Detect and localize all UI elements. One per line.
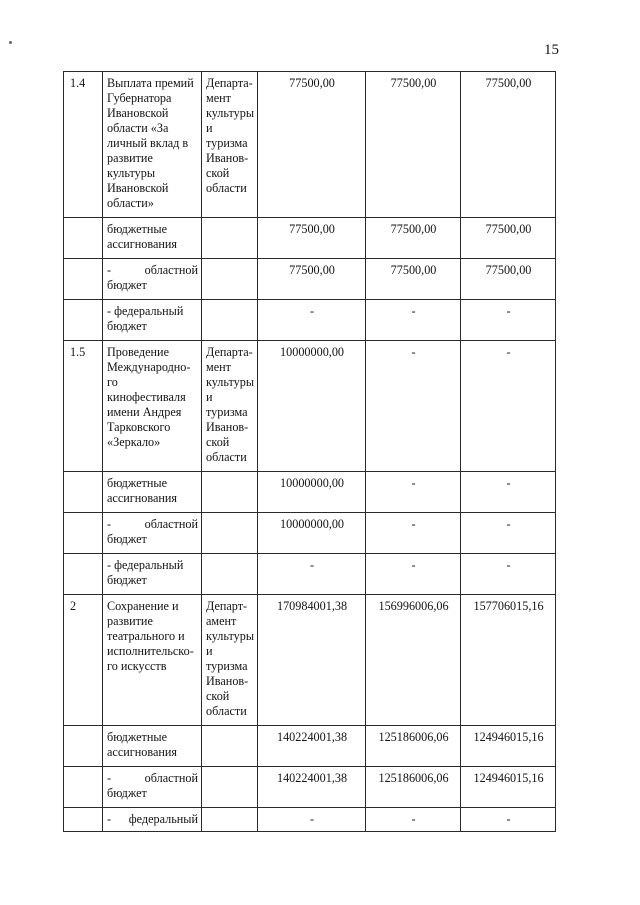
funding-label [103, 513, 202, 554]
label-word: областной [144, 263, 198, 277]
empty-cell [202, 767, 258, 808]
scan-speck [9, 41, 12, 44]
empty-cell [202, 726, 258, 767]
empty-cell [64, 554, 103, 595]
table-row [64, 218, 556, 259]
empty-cell [64, 767, 103, 808]
value-year-3: - [461, 300, 556, 341]
table-row [64, 259, 556, 300]
value-year-2: 125186006,06 [366, 726, 461, 767]
value-year-3: 124946015,16 [461, 726, 556, 767]
empty-cell [202, 300, 258, 341]
value-year-1: - [258, 808, 366, 832]
label-word: бюджет [107, 786, 147, 800]
funding-label: бюджетные ассигнования [103, 726, 202, 767]
value-year-3: - [461, 513, 556, 554]
value-year-3: 124946015,16 [461, 767, 556, 808]
budget-table [63, 71, 556, 832]
table-row [64, 808, 556, 832]
executor: Департ- амент культуры и туризма Иванов- ской области [202, 595, 258, 726]
value-year-3: 77500,00 [461, 218, 556, 259]
funding-label: бюджетные ассигнования [103, 472, 202, 513]
table-row [64, 726, 556, 767]
value-year-2: - [366, 513, 461, 554]
executor: Департа- мент культуры и туризма Иванов- ской области [202, 341, 258, 472]
value-year-3: 77500,00 [461, 72, 556, 218]
empty-cell [202, 808, 258, 832]
label-word: областной [144, 517, 198, 531]
table-row [64, 513, 556, 554]
label-word: бюджет [107, 532, 147, 546]
label-word: областной [144, 771, 198, 785]
empty-cell [64, 808, 103, 832]
value-year-3: - [461, 554, 556, 595]
empty-cell [202, 554, 258, 595]
value-year-2: - [366, 341, 461, 472]
label-dash: - [107, 517, 112, 531]
label-dash: - [107, 263, 112, 277]
empty-cell [64, 726, 103, 767]
value-year-1: 140224001,38 [258, 767, 366, 808]
label-dash: - [107, 812, 112, 826]
measure-name: Выплата премий Губернатора Ивановской области «За личный вклад в развитие культуры Ивановской области» [103, 72, 202, 218]
label-word: федеральный [128, 812, 198, 826]
row-index: 1.4 [64, 72, 103, 218]
value-year-1: 170984001,38 [258, 595, 366, 726]
table-row [64, 767, 556, 808]
value-year-1: 77500,00 [258, 259, 366, 300]
value-year-1: 10000000,00 [258, 513, 366, 554]
value-year-1: 10000000,00 [258, 341, 366, 472]
funding-label: - федеральный бюджет [103, 554, 202, 595]
table-row [64, 595, 556, 726]
value-year-2: - [366, 554, 461, 595]
empty-cell [64, 472, 103, 513]
table-row [64, 72, 556, 218]
funding-label: - федеральный бюджет [103, 300, 202, 341]
row-index: 2 [64, 595, 103, 726]
empty-cell [64, 218, 103, 259]
empty-cell [202, 513, 258, 554]
value-year-2: 77500,00 [366, 218, 461, 259]
label-word: бюджет [107, 278, 147, 292]
value-year-2: - [366, 808, 461, 832]
funding-label: бюджетные ассигнования [103, 218, 202, 259]
empty-cell [202, 472, 258, 513]
table-row [64, 341, 556, 472]
table-row [64, 554, 556, 595]
value-year-1: - [258, 554, 366, 595]
empty-cell [202, 259, 258, 300]
value-year-2: 77500,00 [366, 72, 461, 218]
label-dash: - [107, 771, 112, 785]
value-year-1: 10000000,00 [258, 472, 366, 513]
empty-cell [64, 300, 103, 341]
empty-cell [64, 513, 103, 554]
funding-label [103, 808, 202, 832]
value-year-3: 157706015,16 [461, 595, 556, 726]
empty-cell [202, 218, 258, 259]
executor: Департа- мент культуры и туризма Иванов- ской области [202, 72, 258, 218]
value-year-1: 77500,00 [258, 72, 366, 218]
table-row [64, 472, 556, 513]
page-number: 15 [544, 42, 559, 58]
value-year-2: - [366, 300, 461, 341]
funding-label [103, 259, 202, 300]
measure-name: Сохранение и развитие театрального и исполнительско- го искусств [103, 595, 202, 726]
value-year-3: - [461, 808, 556, 832]
measure-name: Проведение Международно- го кинофестиваля имени Андрея Тарковского «Зеркало» [103, 341, 202, 472]
value-year-3: - [461, 341, 556, 472]
value-year-3: - [461, 472, 556, 513]
value-year-1: 140224001,38 [258, 726, 366, 767]
value-year-2: 125186006,06 [366, 767, 461, 808]
table-row [64, 300, 556, 341]
value-year-1: 77500,00 [258, 218, 366, 259]
row-index: 1.5 [64, 341, 103, 472]
value-year-2: 77500,00 [366, 259, 461, 300]
value-year-3: 77500,00 [461, 259, 556, 300]
empty-cell [64, 259, 103, 300]
value-year-2: - [366, 472, 461, 513]
funding-label [103, 767, 202, 808]
value-year-2: 156996006,06 [366, 595, 461, 726]
value-year-1: - [258, 300, 366, 341]
